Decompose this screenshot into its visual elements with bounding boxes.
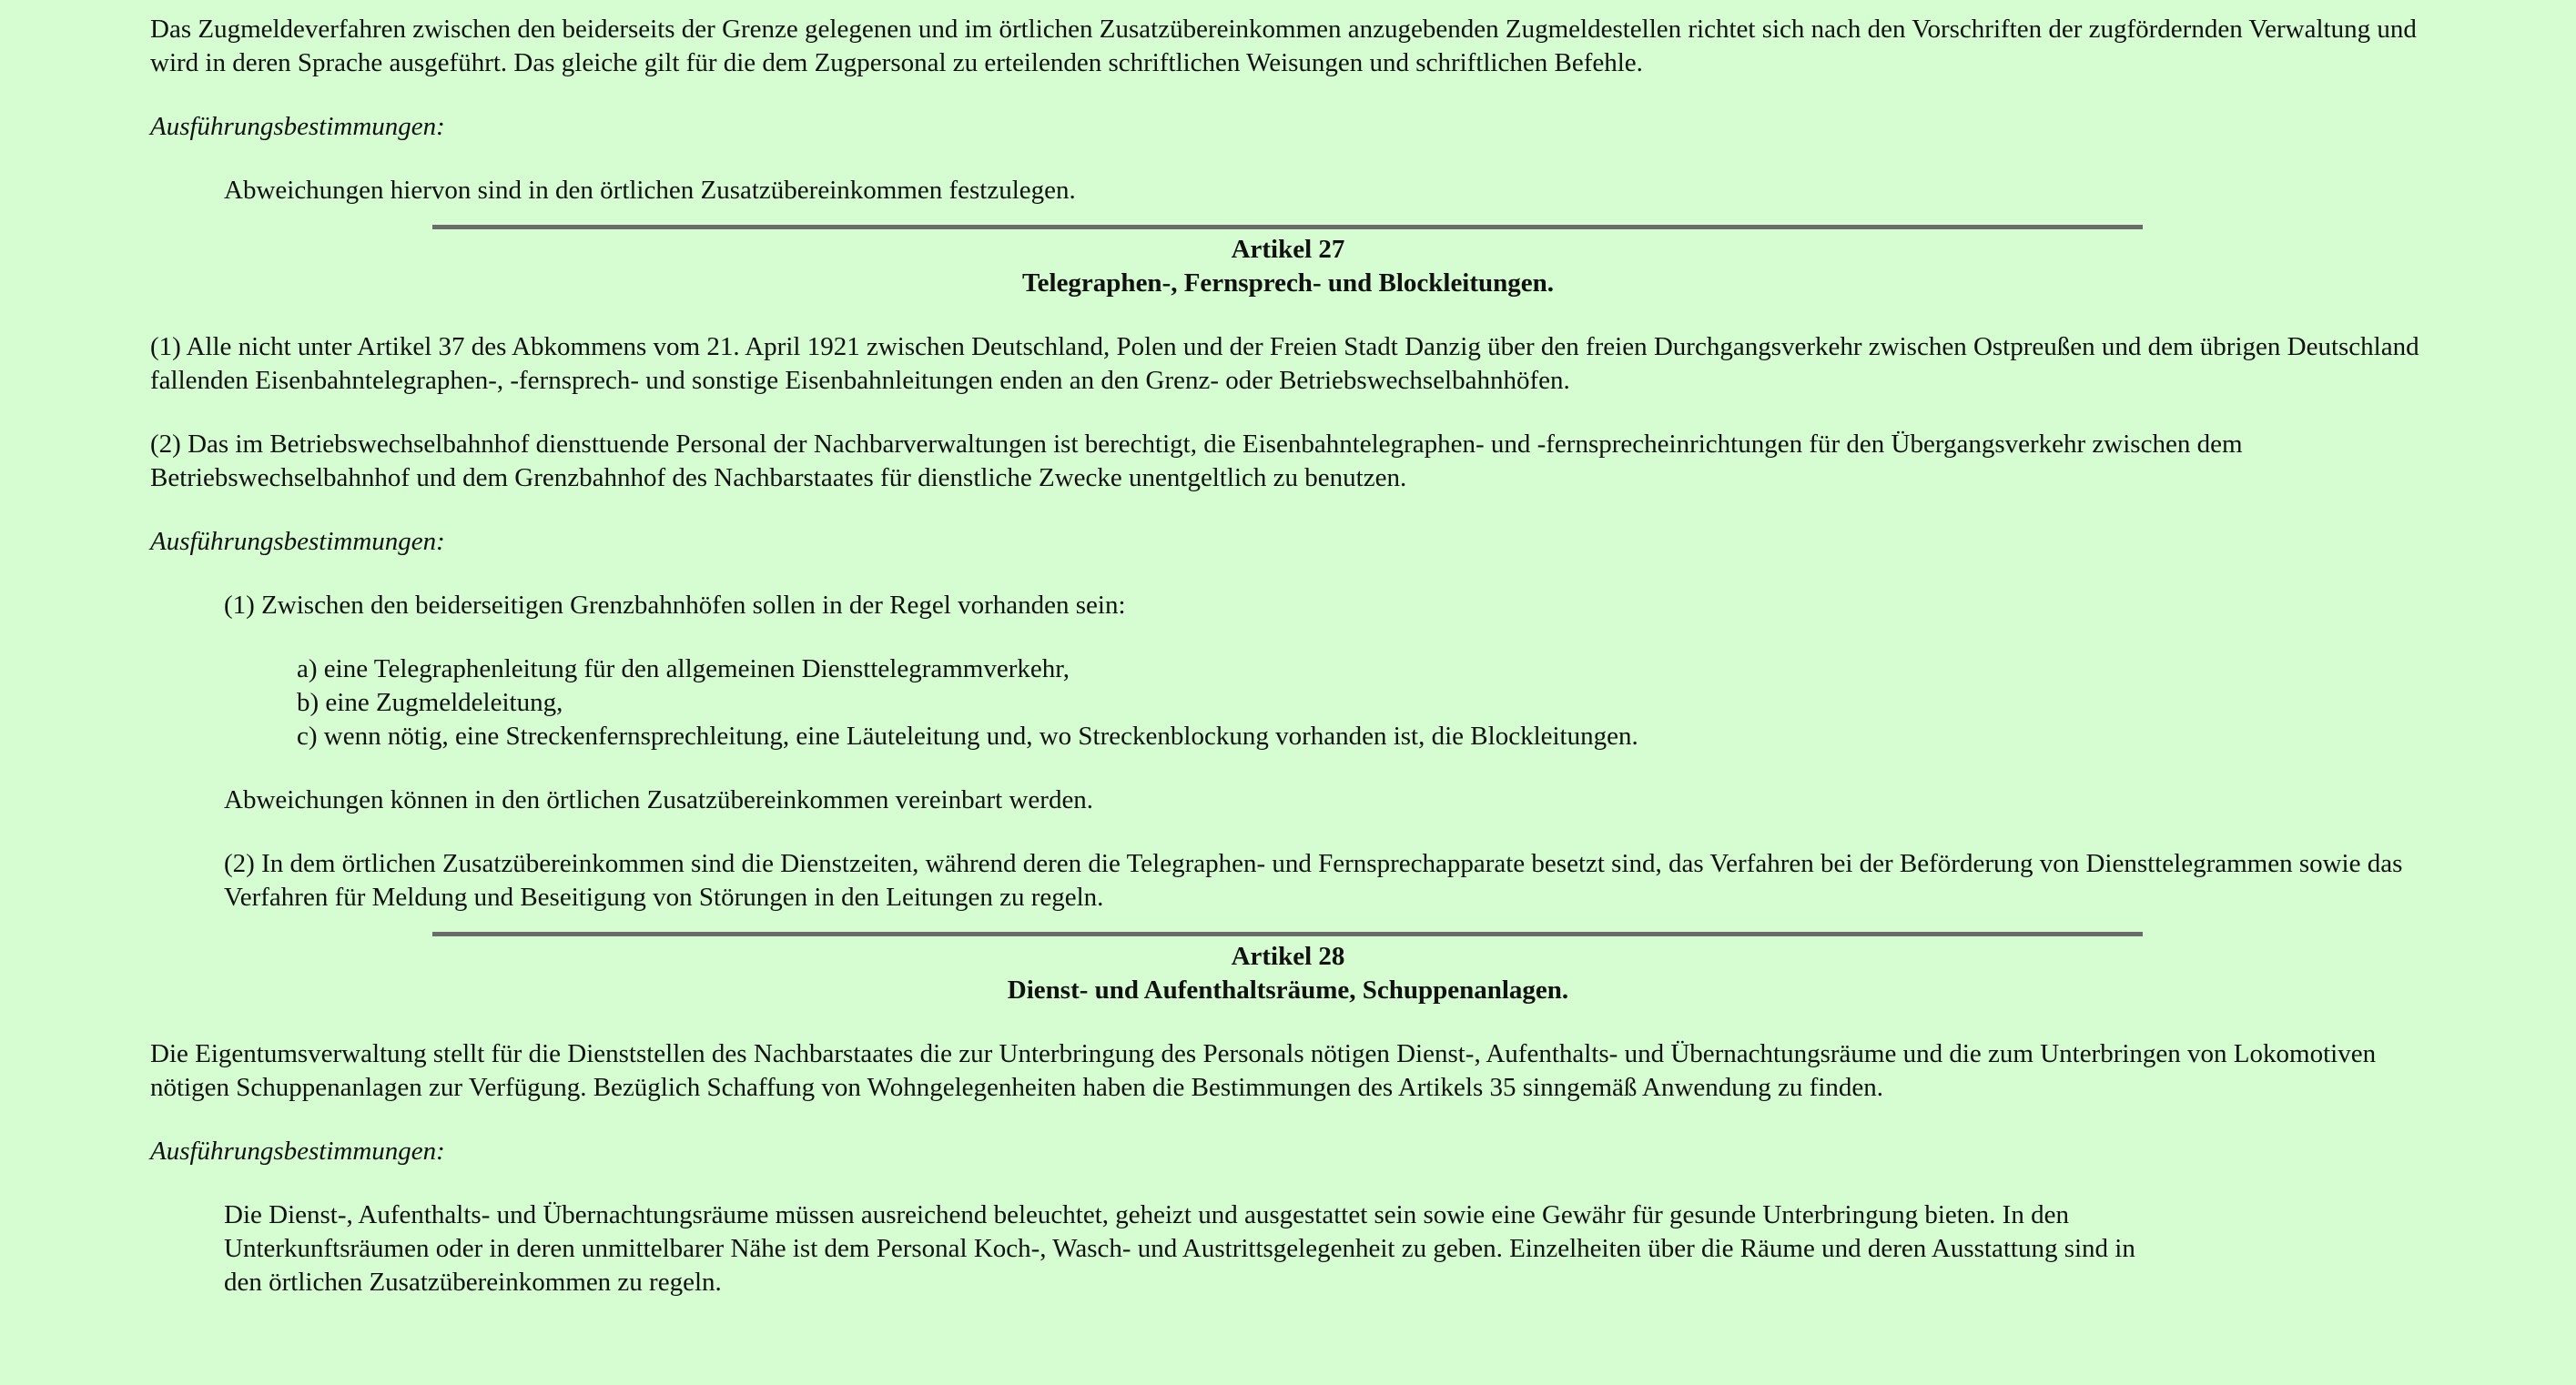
article-28-ausf-text: Die Dienst-, Aufenthalts- und Übernachtungsräume müssen ausreichend beleuchtet, geheizt und ausgestattet sein sowie eine Gewähr für gesunde Unterbringung bieten. In den Unterkunftsräumen oder in deren unmittelbarer Nähe ist dem Personal Koch-, Wasch- und Austrittsgelegenheit zu geben. Einzelheiten über die Räume und deren Ausstattung sind in den örtlichen Zusatzübereinkommen zu regeln. bbox=[224, 1200, 2135, 1297]
article-27-title: Telegraphen-, Fernsprech- und Blockleitungen. bbox=[1021, 268, 1555, 298]
article-28-ausf-label: Ausführungsbestimmungen: bbox=[150, 1137, 445, 1166]
article-27-ausf-paragraph-1: (1) Zwischen den beiderseitigen Grenzbahnhöfen sollen in der Regel vorhanden sein: bbox=[224, 591, 1126, 620]
list-item: a) eine Telegraphenleitung für den allgemeinen Diensttelegrammverkehr, bbox=[297, 654, 1070, 683]
article-28-paragraph-1: Die Eigentumsverwaltung stellt für die Dienststellen des Nachbarstaates die zur Unterbringung des Personals nötigen Dienst-, Aufenthalts- und Übernachtungsräume und die zum Unterbringen von Lokomotiven nötigen Schuppenanlagen zur Verfügung. Bezüglich Schaffung von Wohngelegenheiten haben die Bestimmungen des Artikels 35 sinngemäß Anwendung zu finden. bbox=[150, 1039, 2377, 1102]
article-27-ausf-label: Ausführungsbestimmungen: bbox=[150, 527, 445, 556]
article-27-ausf-paragraph-2: (2) In dem örtlichen Zusatzübereinkommen sind die Dienstzeiten, während deren die Telegraphen- und Fernsprechapparate besetzt sind, das Verfahren bei der Beförderung von Diensttelegrammen sowie das Verfahren für Meldung und Beseitigung von Störungen in den Leitungen zu regeln. bbox=[224, 849, 2403, 912]
article-28-title: Dienst- und Aufenthaltsräume, Schuppenanlagen. bbox=[1007, 976, 1569, 1005]
article-27-heading bbox=[150, 233, 2426, 300]
list-item: b) eine Zugmeldeleitung, bbox=[297, 688, 563, 717]
article-27-list bbox=[297, 652, 2426, 753]
section-divider bbox=[432, 932, 2143, 936]
article-27-ausf-deviation: Abweichungen können in den örtlichen Zusatzübereinkommen vereinbart werden. bbox=[224, 785, 1094, 814]
section-divider bbox=[432, 225, 2143, 229]
article-27-paragraph-2: (2) Das im Betriebswechselbahnhof diensttuende Personal der Nachbarverwaltungen ist berechtigt, die Eisenbahntelegraphen- und -fernsprecheinrichtungen für den Übergangsverkehr zwischen dem Betriebswechselbahnhof und dem Grenzbahnhof des Nachbarstaates für dienstliche Zwecke unentgeltlich zu benutzen. bbox=[150, 430, 2243, 492]
article-27-paragraph-1: (1) Alle nicht unter Artikel 37 des Abkommens vom 21. April 1921 zwischen Deutschland, Polen und der Freien Stadt Danzig über den freien Durchgangsverkehr zwischen Ostpreußen und dem übrigen Deutschland fallenden Eisenbahntelegraphen-, -fernsprech- und sonstige Eisenbahnleitungen enden an den Grenz- oder Betriebswechselbahnhöfen. bbox=[150, 332, 2419, 395]
article-27-number: Artikel 27 bbox=[1231, 235, 1345, 264]
list-item: c) wenn nötig, eine Streckenfernsprechleitung, eine Läuteleitung und, wo Streckenblockung vorhanden ist, die Blockleitungen. bbox=[297, 722, 1638, 751]
article-28-number: Artikel 28 bbox=[1231, 942, 1345, 971]
intro-paragraph: Das Zugmeldeverfahren zwischen den beiderseits der Grenze gelegenen und im örtlichen Zusatzübereinkommen anzugebenden Zugmeldestellen richtet sich nach den Vorschriften der zugfördernden Verwaltung und wird in deren Sprache ausgeführt. Das gleiche gilt für die dem Zugpersonal zu erteilenden schriftlichen Weisungen und schriftlichen Befehle. bbox=[150, 15, 2417, 77]
intro-ausf-text: Abweichungen hiervon sind in den örtlichen Zusatzübereinkommen festzulegen. bbox=[224, 176, 1076, 205]
article-28-heading bbox=[150, 940, 2426, 1007]
intro-ausf-label: Ausführungsbestimmungen: bbox=[150, 112, 445, 141]
